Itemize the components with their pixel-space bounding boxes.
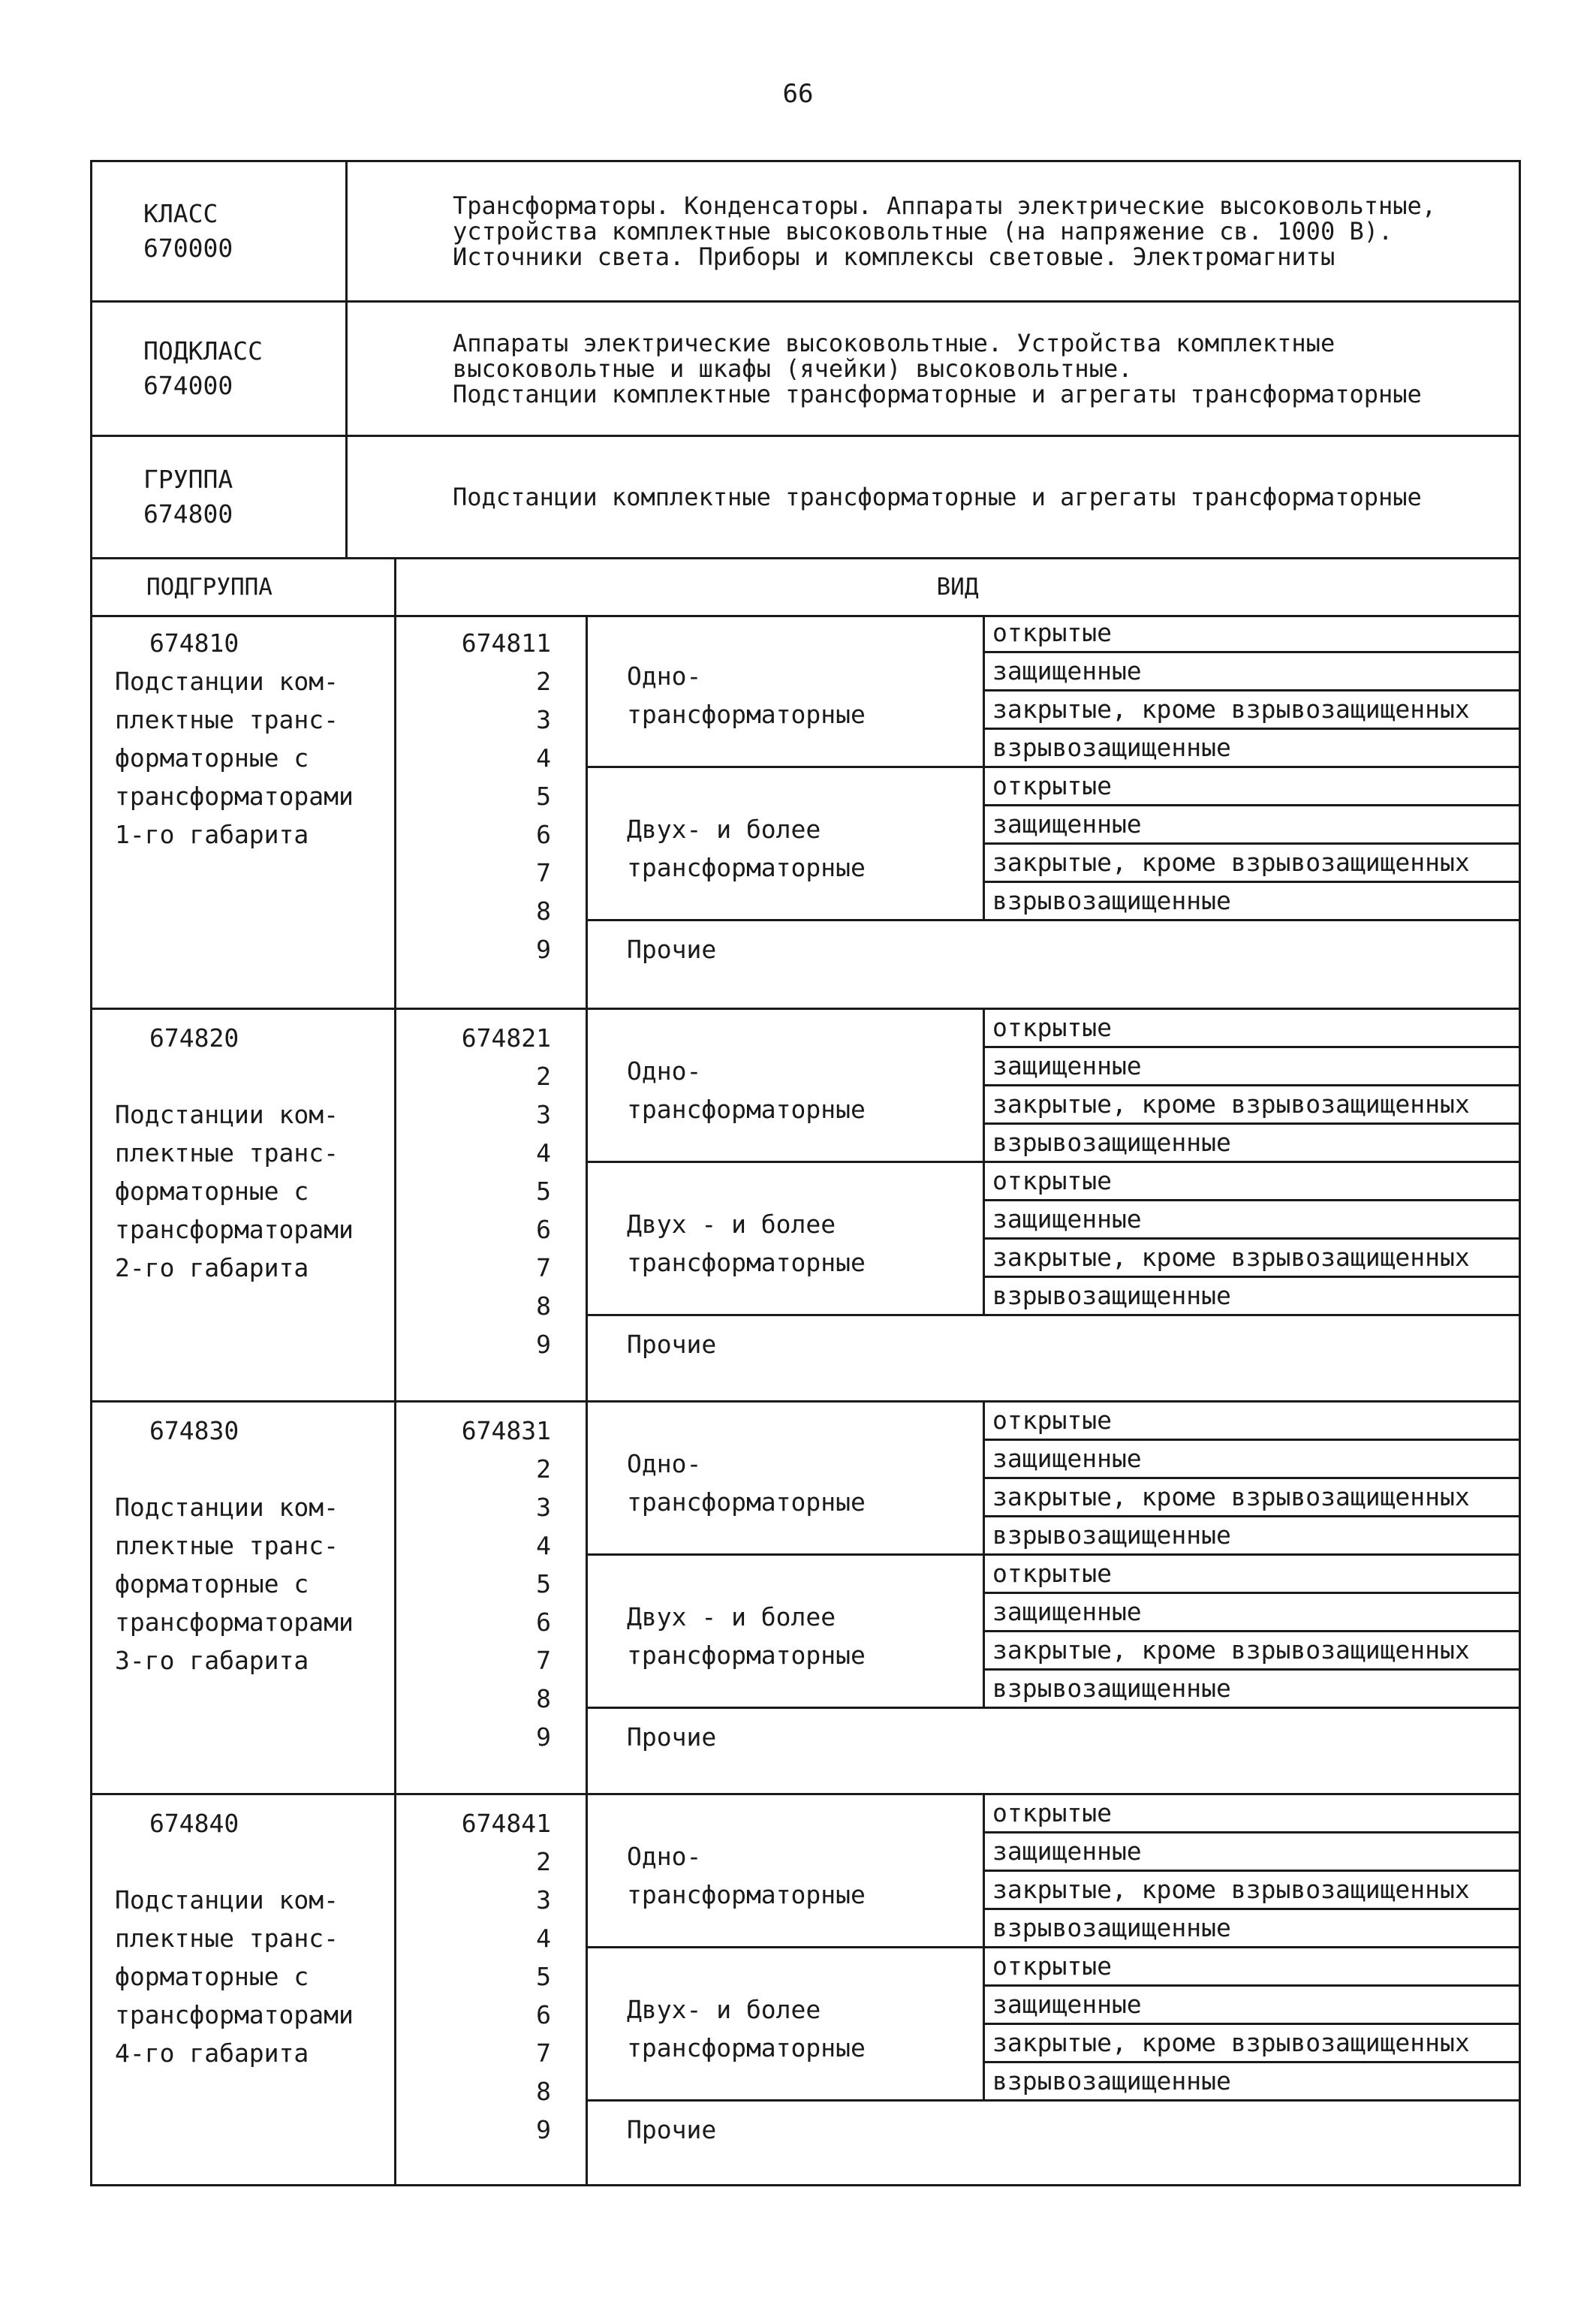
subgroup-cell xyxy=(92,1403,396,1793)
vid-code-column xyxy=(396,615,588,1008)
subgroup-name: Подстанции ком- плектные транс- форматорные с трансформаторами 4-го габарита xyxy=(115,1885,354,2068)
podklass-description: Аппараты электрические высоковольтные. Устройства комплектные высоковольтные и шкафы (ячейки) высоковольтные. Подстанции комплектные трансформаторные и агрегаты трансформаторные xyxy=(453,329,1422,408)
vid-item: закрытые, кроме взрывозащищенных xyxy=(985,692,1519,730)
vid-group xyxy=(588,1795,1519,1948)
vid-item: защищенные xyxy=(985,1987,1519,2025)
vid-code-column xyxy=(396,1010,588,1400)
header-vid: ВИД xyxy=(936,574,979,601)
vid-item: открытые xyxy=(985,1163,1519,1201)
vid-code: 9 xyxy=(536,935,551,964)
vid-group-name: Двух - и более трансформаторные xyxy=(627,1210,866,1277)
gruppa-description: Подстанции комплектные трансформаторные и агрегаты трансформаторные xyxy=(453,483,1422,511)
vid-code: 3 xyxy=(536,705,551,734)
vid-code: 4 xyxy=(536,1924,551,1953)
subgroup-code: 674830 xyxy=(149,1416,239,1445)
subgroup-name: Подстанции ком- плектные транс- форматорные с трансформаторами 1-го габарита xyxy=(115,667,354,849)
vid-code: 8 xyxy=(536,1684,551,1713)
vid-code: 7 xyxy=(536,858,551,887)
vid-group-name: Двух - и более трансформаторные xyxy=(627,1602,866,1670)
vid-code: 7 xyxy=(536,2038,551,2068)
vid-code: 674831 xyxy=(461,1416,551,1445)
klass-label: КЛАСС xyxy=(143,199,218,228)
vid-code: 674841 xyxy=(461,1809,551,1838)
vid-items xyxy=(983,1010,1519,1161)
subgroup-code: 674840 xyxy=(149,1809,239,1838)
header-subgroup: ПОДГРУППА xyxy=(92,559,396,615)
klass-label-cell xyxy=(92,162,348,300)
vid-item: закрытые, кроме взрывозащищенных xyxy=(985,1479,1519,1517)
vid-item: открытые xyxy=(985,615,1519,653)
vid-item: открытые xyxy=(985,1795,1519,1833)
vid-item: взрывозащищенные xyxy=(992,1520,1231,1550)
vid-item: защищенные xyxy=(985,1594,1519,1632)
vid-code: 674821 xyxy=(461,1023,551,1053)
vid-items xyxy=(983,1948,1519,2099)
vid-items xyxy=(983,615,1519,766)
vid-code: 2 xyxy=(536,1062,551,1091)
vid-items xyxy=(983,1163,1519,1314)
vid-group xyxy=(588,1163,1519,1316)
subgroup-block xyxy=(92,1403,1519,1795)
vid-group xyxy=(588,768,1519,921)
gruppa-box xyxy=(90,435,1521,559)
vid-group xyxy=(588,615,1519,768)
classification-table xyxy=(90,557,1521,2186)
vid-item: взрывозащищенные xyxy=(992,1913,1231,1942)
vid-code: 8 xyxy=(536,1291,551,1321)
vid-code: 5 xyxy=(536,1177,551,1206)
vid-code: 7 xyxy=(536,1646,551,1675)
vid-item: открытые xyxy=(985,768,1519,806)
podklass-code: 674000 xyxy=(143,371,233,400)
vid-item: защищенные xyxy=(985,806,1519,845)
vid-code: 8 xyxy=(536,2077,551,2106)
vid-code: 6 xyxy=(536,2000,551,2029)
vid-code: 9 xyxy=(536,2115,551,2144)
vid-item: закрытые, кроме взрывозащищенных xyxy=(985,1632,1519,1671)
vid-other: Прочие xyxy=(627,935,717,964)
subgroup-block xyxy=(92,1010,1519,1403)
subgroup-name: Подстанции ком- плектные транс- форматорные с трансформаторами 3-го габарита xyxy=(115,1493,354,1675)
vid-other: Прочие xyxy=(627,2115,717,2144)
vid-code: 3 xyxy=(536,1100,551,1129)
vid-code: 8 xyxy=(536,896,551,926)
vid-group xyxy=(588,1403,1519,1556)
vid-item: взрывозащищенные xyxy=(992,886,1231,915)
vid-item: защищенные xyxy=(985,653,1519,692)
subgroup-cell xyxy=(92,1795,396,2184)
vid-item: взрывозащищенные xyxy=(992,733,1231,762)
vid-items xyxy=(983,1403,1519,1553)
vid-items xyxy=(983,1556,1519,1707)
vid-code: 674811 xyxy=(461,628,551,658)
vid-item: открытые xyxy=(985,1556,1519,1594)
vid-column xyxy=(588,615,1519,1008)
vid-group-name: Одно- трансформаторные xyxy=(627,1842,866,1909)
table-header xyxy=(92,559,1519,617)
gruppa-code: 674800 xyxy=(143,499,233,529)
vid-item: взрывозащищенные xyxy=(992,1281,1231,1310)
vid-column xyxy=(588,1795,1519,2184)
vid-group-name: Одно- трансформаторные xyxy=(627,1449,866,1517)
vid-group-name: Одно- трансформаторные xyxy=(627,661,866,729)
podklass-label-cell xyxy=(92,303,348,435)
vid-item: защищенные xyxy=(985,1833,1519,1872)
vid-code: 6 xyxy=(536,1215,551,1244)
subgroup-block xyxy=(92,615,1519,1010)
podklass-box xyxy=(90,300,1521,437)
vid-other: Прочие xyxy=(627,1722,717,1752)
vid-code-column xyxy=(396,1403,588,1793)
vid-code: 6 xyxy=(536,1607,551,1637)
klass-description: Трансформаторы. Конденсаторы. Аппараты электрические высоковольтные, устройства комплектные высоковольтные (на напряжение св. 1000 В). Источники света. Приборы и комплексы световые. Электромагниты xyxy=(453,191,1437,271)
vid-code: 2 xyxy=(536,667,551,696)
vid-code: 3 xyxy=(536,1493,551,1522)
klass-box xyxy=(90,160,1521,303)
vid-item: закрытые, кроме взрывозащищенных xyxy=(985,2025,1519,2063)
gruppa-label: ГРУППА xyxy=(143,465,233,494)
vid-item: закрытые, кроме взрывозащищенных xyxy=(985,1086,1519,1125)
vid-code: 4 xyxy=(536,1531,551,1560)
vid-item: взрывозащищенные xyxy=(992,2066,1231,2096)
vid-code: 7 xyxy=(536,1253,551,1282)
vid-group-name: Одно- трансформаторные xyxy=(627,1056,866,1124)
vid-item: закрытые, кроме взрывозащищенных xyxy=(985,1872,1519,1910)
vid-item: взрывозащищенные xyxy=(992,1128,1231,1157)
vid-code: 2 xyxy=(536,1847,551,1876)
vid-other: Прочие xyxy=(627,1330,717,1359)
vid-code-column xyxy=(396,1795,588,2184)
vid-code: 4 xyxy=(536,743,551,773)
vid-column xyxy=(588,1010,1519,1400)
vid-code: 6 xyxy=(536,820,551,849)
subgroup-cell xyxy=(92,615,396,1008)
vid-column xyxy=(588,1403,1519,1793)
subgroup-block xyxy=(92,1795,1519,2184)
vid-code: 2 xyxy=(536,1454,551,1484)
vid-group-name: Двух- и более трансформаторные xyxy=(627,1995,866,2062)
vid-group-name: Двух- и более трансформаторные xyxy=(627,815,866,882)
vid-item: закрытые, кроме взрывозащищенных xyxy=(985,845,1519,883)
gruppa-label-cell xyxy=(92,437,348,557)
vid-code: 4 xyxy=(536,1138,551,1168)
subgroup-name: Подстанции ком- плектные транс- форматорные с трансформаторами 2-го габарита xyxy=(115,1100,354,1282)
vid-code: 5 xyxy=(536,782,551,811)
vid-item: защищенные xyxy=(985,1048,1519,1086)
vid-code: 3 xyxy=(536,1885,551,1915)
vid-items xyxy=(983,1795,1519,1946)
vid-group xyxy=(588,1948,1519,2102)
vid-item: открытые xyxy=(985,1948,1519,1987)
vid-items xyxy=(983,768,1519,919)
vid-group xyxy=(588,1556,1519,1709)
page-number: 66 xyxy=(782,79,814,109)
vid-group xyxy=(588,1010,1519,1163)
vid-item: закрытые, кроме взрывозащищенных xyxy=(985,1240,1519,1278)
podklass-label: ПОДКЛАСС xyxy=(143,336,263,366)
subgroup-code: 674820 xyxy=(149,1023,239,1053)
subgroup-cell xyxy=(92,1010,396,1400)
vid-code: 5 xyxy=(536,1569,551,1598)
vid-code: 5 xyxy=(536,1962,551,1991)
vid-item: защищенные xyxy=(985,1201,1519,1240)
vid-item: открытые xyxy=(985,1403,1519,1441)
vid-item: взрывозащищенные xyxy=(992,1674,1231,1703)
vid-item: защищенные xyxy=(985,1441,1519,1479)
subgroup-code: 674810 xyxy=(149,628,239,658)
vid-code: 9 xyxy=(536,1330,551,1359)
vid-code: 9 xyxy=(536,1722,551,1752)
klass-code: 670000 xyxy=(143,234,233,263)
vid-item: открытые xyxy=(985,1010,1519,1048)
